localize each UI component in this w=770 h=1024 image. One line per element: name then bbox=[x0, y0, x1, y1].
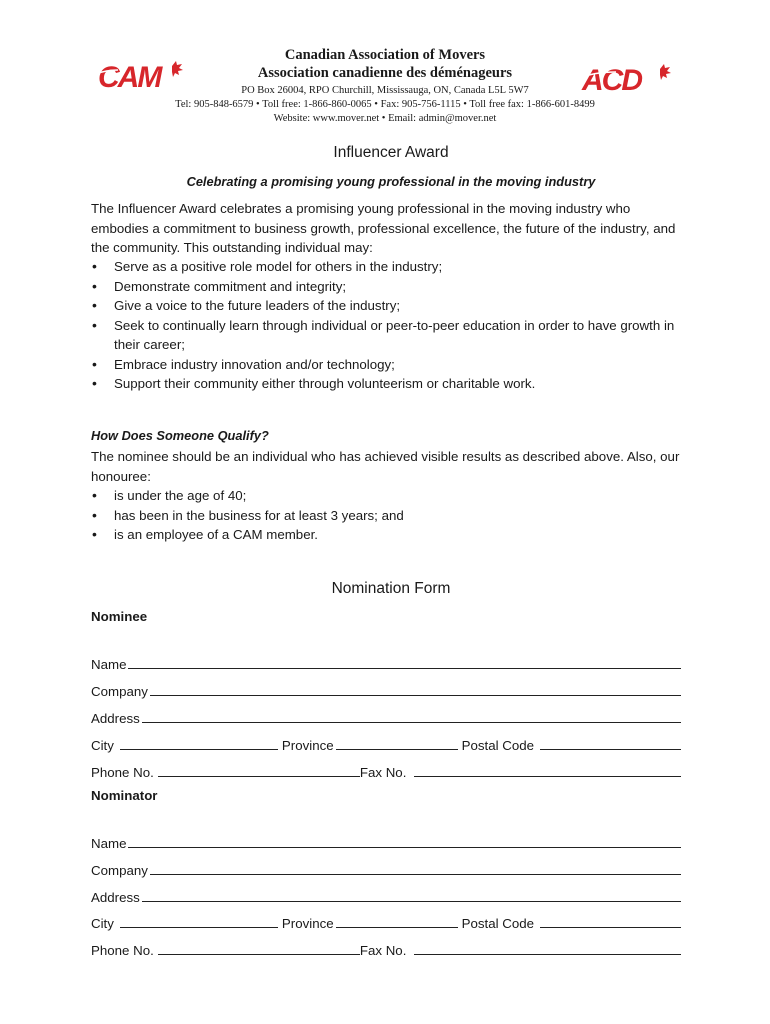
letterhead bbox=[0, 46, 770, 126]
postal-code-label: Postal Code bbox=[461, 916, 535, 931]
org-name-french: Association canadienne des déménageurs bbox=[257, 65, 513, 81]
name-label: Name bbox=[91, 836, 127, 851]
nominator-address-row bbox=[91, 885, 681, 905]
province-label: Province bbox=[281, 916, 334, 931]
nominator-fax-field[interactable] bbox=[414, 940, 681, 955]
company-label: Company bbox=[91, 863, 148, 878]
qualify-list bbox=[91, 486, 681, 545]
org-phones: Tel: 905-848-6579 • Toll free: 1-866-860-0065 • Fax: 905-756-1115 • Toll free fax: 1-866-601-8499 bbox=[175, 99, 595, 110]
nominator-city-row bbox=[91, 911, 681, 931]
nominator-name-field[interactable] bbox=[128, 833, 681, 848]
nominator-province-field[interactable] bbox=[336, 913, 458, 928]
qualify-intro: The nominee should be an individual who has achieved visible results as described above. Also, our honouree: bbox=[91, 449, 680, 484]
nominee-fax-field[interactable] bbox=[414, 762, 681, 777]
nominator-company-row bbox=[91, 858, 681, 878]
address-label: Address bbox=[91, 890, 140, 905]
province-label: Province bbox=[281, 738, 334, 753]
fax-label: Fax No. bbox=[359, 765, 407, 780]
city-label: City bbox=[91, 916, 114, 931]
award-intro: The Influencer Award celebrates a promising young professional in the moving industry who embodies a commitment to business growth, professional excellence, the future of the industry, and the community. This outstanding individual may: bbox=[91, 201, 676, 255]
nominee-name-row bbox=[91, 652, 681, 672]
list-item: • has been in the business for at least 3 years; and bbox=[91, 506, 681, 526]
nominee-company-field[interactable] bbox=[150, 681, 681, 696]
list-item: • Support their community either through volunteerism or charitable work. bbox=[91, 374, 681, 394]
city-label: City bbox=[91, 738, 114, 753]
company-label: Company bbox=[91, 684, 148, 699]
nominee-name-field[interactable] bbox=[128, 654, 681, 669]
nominator-address-field[interactable] bbox=[142, 887, 681, 902]
fax-label: Fax No. bbox=[359, 943, 407, 958]
nominee-address-field[interactable] bbox=[142, 708, 681, 723]
name-label: Name bbox=[91, 657, 127, 672]
nominee-phone-row bbox=[91, 760, 681, 780]
list-item: • Demonstrate commitment and integrity; bbox=[91, 277, 681, 297]
award-subtitle: Celebrating a promising young professional in the moving industry bbox=[186, 174, 596, 189]
org-website-email: Website: www.mover.net • Email: admin@mover.net bbox=[273, 113, 497, 124]
list-item: • is under the age of 40; bbox=[91, 486, 681, 506]
nominator-name-row bbox=[91, 831, 681, 851]
nominator-city-field[interactable] bbox=[120, 913, 278, 928]
nominee-company-row bbox=[91, 679, 681, 699]
nominee-city-field[interactable] bbox=[120, 735, 278, 750]
nominee-heading: Nominee bbox=[91, 609, 148, 624]
nominator-heading: Nominator bbox=[91, 788, 158, 803]
list-item: • Give a voice to the future leaders of the industry; bbox=[91, 296, 681, 316]
list-item: • Seek to continually learn through individual or peer-to-peer education in order to have growth in their career; bbox=[91, 316, 681, 355]
nominee-address-row bbox=[91, 706, 681, 726]
svg-text:ACD: ACD bbox=[582, 64, 641, 94]
nominator-phone-row bbox=[91, 938, 681, 958]
svg-text:CAM: CAM bbox=[98, 61, 161, 92]
nominee-phone-field[interactable] bbox=[158, 762, 360, 777]
list-item: • Embrace industry innovation and/or technology; bbox=[91, 355, 681, 375]
form-title: Nomination Form bbox=[331, 580, 451, 597]
nominee-city-row bbox=[91, 733, 681, 753]
address-label: Address bbox=[91, 711, 140, 726]
org-name-english: Canadian Association of Movers bbox=[284, 47, 486, 63]
phone-label: Phone No. bbox=[91, 765, 154, 780]
list-item: • Serve as a positive role model for others in the industry; bbox=[91, 257, 681, 277]
list-item: • is an employee of a CAM member. bbox=[91, 525, 681, 545]
nominee-province-field[interactable] bbox=[336, 735, 458, 750]
postal-code-label: Postal Code bbox=[461, 738, 535, 753]
nominator-postal-code-field[interactable] bbox=[540, 913, 681, 928]
phone-label: Phone No. bbox=[91, 943, 154, 958]
qualify-heading: How Does Someone Qualify? bbox=[91, 428, 269, 443]
nominee-postal-code-field[interactable] bbox=[540, 735, 681, 750]
award-criteria-list bbox=[91, 257, 681, 394]
nominator-phone-field[interactable] bbox=[158, 940, 360, 955]
org-address: PO Box 26004, RPO Churchill, Mississauga, ON, Canada L5L 5W7 bbox=[241, 85, 529, 96]
nominator-company-field[interactable] bbox=[150, 860, 681, 875]
award-title: Influencer Award bbox=[333, 144, 449, 161]
